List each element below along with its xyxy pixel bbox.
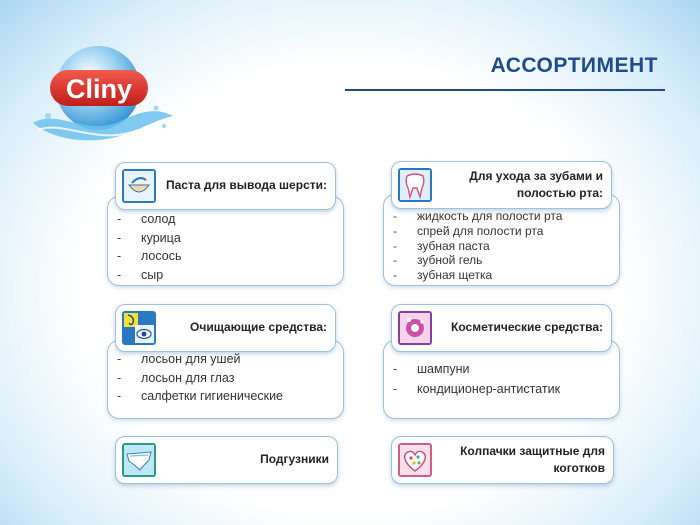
list-item: - зубной гель <box>393 253 483 268</box>
list-item: - шампуни <box>393 362 470 376</box>
paste-icon <box>122 169 156 203</box>
list-item: - жидкость для полости рта <box>393 209 563 223</box>
group-label: Очищающие средства: <box>190 320 327 335</box>
group-label: Подгузники <box>260 452 329 467</box>
title-underline <box>345 89 665 91</box>
group-claw-caps <box>391 436 614 484</box>
group-hairball-paste <box>107 162 344 286</box>
list-item: - кондиционер-антистатик <box>393 382 561 396</box>
page-title: АССОРТИМЕНТ <box>490 54 658 77</box>
group-diapers <box>115 436 338 484</box>
list-item: - лосось <box>117 249 182 263</box>
group-header <box>391 304 612 352</box>
group-header <box>391 161 612 209</box>
list-item: - солод <box>117 212 176 226</box>
group-label: Для ухода за зубами и полостью рта: <box>469 168 603 200</box>
group-label: Косметические средства: <box>451 320 603 335</box>
list-item: - зубная паста <box>393 238 490 253</box>
logo-text: Cliny <box>65 74 133 104</box>
eye-ear-icon <box>122 311 156 345</box>
list-item: - лосьон для глаз <box>117 370 235 385</box>
diaper-icon <box>122 443 156 477</box>
group-cosmetics <box>383 304 620 419</box>
list-item: - лосьон для ушей <box>117 352 241 366</box>
group-header <box>115 304 336 352</box>
claw-caps-icon <box>398 443 432 477</box>
tooth-icon <box>398 168 432 202</box>
list-item: - сыр <box>117 267 164 282</box>
cosmetics-icon <box>398 311 432 345</box>
group-cleansing <box>107 304 344 419</box>
cliny-logo <box>28 38 178 148</box>
list-item: - спрей для полости рта <box>393 223 544 238</box>
item-list <box>117 212 182 286</box>
group-label: Паста для вывода шерсти: <box>165 178 327 193</box>
list-item: - курица <box>117 230 181 245</box>
group-header <box>115 162 336 210</box>
group-label: Колпачки защитные для коготков <box>460 443 605 475</box>
list-item: - салфетки гигиенические <box>117 389 284 403</box>
group-dental-care <box>383 161 620 286</box>
logo-registered-mark: ® <box>146 73 152 80</box>
item-list <box>393 209 562 283</box>
item-list <box>393 362 560 402</box>
list-item: - зубная щетка <box>393 268 493 283</box>
item-list <box>117 352 283 408</box>
